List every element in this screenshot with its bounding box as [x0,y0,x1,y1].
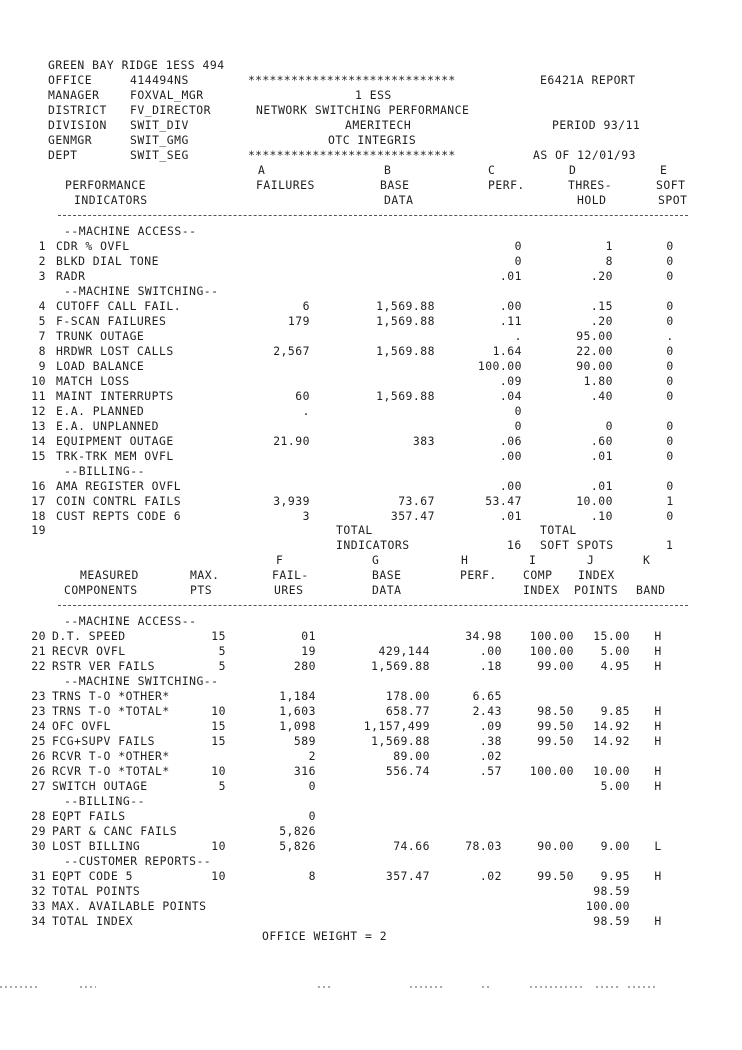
threshold-value: .01 [590,479,613,493]
company-name: AMERITECH [345,118,412,132]
component-label: RCVR T-O *TOTAL* [52,764,170,778]
divider-line [58,215,688,216]
indicator-label: COIN CONTRL FAILS [56,494,182,508]
fail-heading: FAIL- [272,568,309,582]
max-points-value: 10 [211,869,226,883]
section-heading: --CUSTOMER REPORTS-- [64,854,212,868]
data-heading: DATA [372,583,402,597]
as-of-date: AS OF 12/01/93 [533,148,637,162]
row-number: 8 [38,344,46,358]
row-number: 31 [31,869,46,883]
manager-value: FOXVAL_MGR [130,88,204,102]
indicator-label: RADR [56,269,86,283]
scan-noise [0,984,742,990]
index-points-value: 14.92 [593,734,630,748]
section-heading: --BILLING-- [64,794,145,808]
perf-value: .04 [499,389,522,403]
failures-value: 8 [308,869,316,883]
soft-spot-value: 0 [666,434,674,448]
failures-value: 280 [293,659,316,673]
ures-heading: URES [274,583,304,597]
col-g-letter: G [372,553,380,567]
soft-spot-value: 0 [666,449,674,463]
threshold-value: 90.00 [576,359,613,373]
max-points-value: 5 [218,644,226,658]
division-value: SWIT_DIV [130,118,189,132]
perf-value: 2.43 [472,704,502,718]
row-number: 25 [31,734,46,748]
component-label: EQPT FAILS [52,809,126,823]
col-j-letter: J [587,553,595,567]
indicator-label: EQUIPMENT OUTAGE [56,434,174,448]
indicator-label: TRK-TRK MEM OVFL [56,449,174,463]
stars-bottom: ***************************** [248,148,456,162]
perf-value: .00 [499,479,522,493]
failures-value: 01 [301,629,316,643]
base-data-value: 429,144 [378,644,430,658]
base-data-value: 1,569.88 [376,344,435,358]
failures-value: 1,184 [279,689,316,703]
soft-spot-value: 0 [666,389,674,403]
col-f-letter: F [276,553,284,567]
max-points-value: 5 [218,779,226,793]
soft-spot-value: 0 [666,374,674,388]
row-number: 30 [31,839,46,853]
component-label: RCVR T-O *OTHER* [52,749,170,763]
stars-top: ***************************** [248,73,456,87]
total-label: TOTAL [336,523,373,537]
soft-spot-value: 0 [666,479,674,493]
row-number: 2 [38,254,46,268]
threshold-value: .20 [590,269,613,283]
perf-value: 0 [514,254,522,268]
base-data-value: 1,569.88 [376,299,435,313]
summary-value: 100.00 [585,899,630,913]
perf-value: . [514,329,522,343]
threshold-value: 0 [605,419,613,433]
perf-value: .01 [499,509,522,523]
comp-index-value: 99.50 [537,719,574,733]
row-number: 20 [31,629,46,643]
threshold-value: .40 [590,389,613,403]
row-number: 16 [31,479,46,493]
base-data-value: 1,157,499 [363,719,430,733]
index-points-value: 10.00 [593,764,630,778]
col-a-letter: A [258,163,266,177]
index-points-value: 5.00 [600,779,630,793]
indicator-label: E.A. UNPLANNED [56,419,160,433]
base-data-value: 1,569.88 [376,314,435,328]
base-data-value: 1,569.88 [376,389,435,403]
perf-value: 0 [514,404,522,418]
indicator-label: F-SCAN FAILURES [56,314,167,328]
summary-label: TOTAL POINTS [52,884,141,898]
genmgr-label: GENMGR [48,133,93,147]
index-points-value: 9.00 [600,839,630,853]
row-number: 18 [31,509,46,523]
failures-value: 0 [308,779,316,793]
row-number: 24 [31,719,46,733]
component-label: FCG+SUPV FAILS [52,734,156,748]
district-label: DISTRICT [48,103,107,117]
performance-heading: PERFORMANCE [65,178,146,192]
system-name: 1 ESS [355,88,392,102]
section-heading: --MACHINE ACCESS-- [64,224,197,238]
base-data-value: 74.66 [393,839,430,853]
manager-label: MANAGER [48,88,100,102]
component-label: OFC OVFL [52,719,111,733]
total-indicators-count: 16 [507,538,522,552]
perf-value: .02 [479,869,502,883]
row-number: 26 [31,764,46,778]
max-points-value: 15 [211,734,226,748]
component-label: EQPT CODE 5 [52,869,133,883]
perf-value: .09 [499,374,522,388]
row-number: 27 [31,779,46,793]
base-data-value: 178.00 [385,689,430,703]
row-number: 11 [31,389,46,403]
comp-index-value: 90.00 [537,839,574,853]
index-points-value: 14.92 [593,719,630,733]
total-soft-spots-count: 1 [666,538,674,552]
measured-heading: MEASURED [80,568,139,582]
office-value: 414494NS [130,73,189,87]
spot-heading: SPOT [658,193,688,207]
section-heading: --MACHINE SWITCHING-- [64,674,219,688]
failures-value: 19 [301,644,316,658]
threshold-value: .15 [590,299,613,313]
soft-spot-value: . [666,329,674,343]
comp-heading: COMP [523,568,553,582]
threshold-value: 8 [605,254,613,268]
summary-label: MAX. AVAILABLE POINTS [52,899,207,913]
indicator-label: LOAD BALANCE [56,359,145,373]
indicator-label: E.A. PLANNED [56,404,145,418]
index-points-value: 9.85 [600,704,630,718]
report-period: PERIOD 93/11 [552,118,641,132]
failures-value: 3 [302,509,310,523]
comp-index-value: 99.00 [537,659,574,673]
comp-index-heading: INDEX [523,583,560,597]
band-value: H [654,734,662,748]
threshold-value: .10 [590,509,613,523]
base-data-value: 1,569.88 [371,659,430,673]
base-data-value: 556.74 [385,764,430,778]
total-label: TOTAL [540,523,577,537]
comp-index-value: 100.00 [529,629,574,643]
indicator-label: MAINT INTERRUPTS [56,389,174,403]
band-value: L [654,839,662,853]
threshold-value: 22.00 [576,344,613,358]
indicator-label: MATCH LOSS [56,374,130,388]
col-h-letter: H [461,553,469,567]
threshold-heading: THRES- [568,178,613,192]
component-label: RECVR OVFL [52,644,126,658]
row-number: 26 [31,749,46,763]
failures-value: 1,603 [279,704,316,718]
section-heading: --MACHINE SWITCHING-- [64,284,219,298]
comp-index-value: 100.00 [529,764,574,778]
perf-heading: PERF. [460,568,497,582]
failures-value: 316 [293,764,316,778]
index-points-value: 5.00 [600,644,630,658]
soft-spot-value: 0 [666,509,674,523]
row-number: 4 [38,299,46,313]
band-value: H [654,629,662,643]
row-number: 3 [38,269,46,283]
soft-spot-value: 0 [666,299,674,313]
summary-label: TOTAL INDEX [52,914,133,928]
indicator-label: CDR % OVFL [56,239,130,253]
row-number: 23 [31,704,46,718]
band-value: H [654,719,662,733]
soft-heading: SOFT [656,178,686,192]
col-e-letter: E [660,163,668,177]
row-number: 13 [31,419,46,433]
summary-value: 98.59 [593,884,630,898]
failures-value: 0 [308,809,316,823]
components-heading: COMPONENTS [64,583,138,597]
perf-value: .00 [479,644,502,658]
indicator-label: AMA REGISTER OVFL [56,479,182,493]
perf-value: 100.00 [477,359,522,373]
failures-value: 3,939 [273,494,310,508]
max-points-value: 15 [211,719,226,733]
perf-value: 78.03 [465,839,502,853]
max-points-value: 5 [218,659,226,673]
soft-spot-value: 0 [666,419,674,433]
threshold-value: .60 [590,434,613,448]
max-points-value: 10 [211,764,226,778]
perf-value: .38 [479,734,502,748]
index-points-value: 15.00 [593,629,630,643]
comp-index-value: 98.50 [537,704,574,718]
row-number: 17 [31,494,46,508]
points-heading: POINTS [574,583,619,597]
index-points-value: 9.95 [600,869,630,883]
row-number: 22 [31,659,46,673]
failures-value: 2 [308,749,316,763]
band-value: H [654,914,662,928]
soft-spot-value: 1 [666,494,674,508]
perf-value: .09 [479,719,502,733]
base-data-value: 357.47 [385,869,430,883]
failures-value: 6 [302,299,310,313]
failures-value: 589 [293,734,316,748]
indicator-label: BLKD DIAL TONE [56,254,160,268]
failures-value: 5,826 [279,839,316,853]
row-number: 32 [31,884,46,898]
component-label: TRNS T-O *OTHER* [52,689,170,703]
perf-value: 53.47 [485,494,522,508]
row-number: 29 [31,824,46,838]
perf-value: 1.64 [492,344,522,358]
failures-value: 2,567 [273,344,310,358]
perf-value: 0 [514,419,522,433]
threshold-value: .01 [590,449,613,463]
base-data-value: 1,569.88 [371,734,430,748]
soft-spot-value: 0 [666,359,674,373]
failures-value: 5,826 [279,824,316,838]
col-k-letter: K [643,553,651,567]
row-number: 9 [38,359,46,373]
failures-value: 179 [287,314,310,328]
perf-value: 6.65 [472,689,502,703]
dept-label: DEPT [48,148,78,162]
integris-label: OTC INTEGRIS [328,133,417,147]
genmgr-value: SWIT_GMG [130,133,189,147]
indicators-heading: INDICATORS [74,193,148,207]
row-number: 23 [31,689,46,703]
perf-value: 34.98 [465,629,502,643]
indicator-label: TRUNK OUTAGE [56,329,145,343]
dept-value: SWIT_SEG [130,148,189,162]
col-d-letter: D [569,163,577,177]
max-points-value: 10 [211,704,226,718]
threshold-value: 95.00 [576,329,613,343]
threshold-value: 10.00 [576,494,613,508]
component-label: TRNS T-O *TOTAL* [52,704,170,718]
band-value: H [654,644,662,658]
col-c-letter: C [488,163,496,177]
row-number: 10 [31,374,46,388]
component-label: D.T. SPEED [52,629,126,643]
soft-spot-value: 0 [666,239,674,253]
row-number: 12 [31,404,46,418]
component-label: SWITCH OUTAGE [52,779,148,793]
perf-value: 0 [514,239,522,253]
indicator-label: HRDWR LOST CALLS [56,344,174,358]
soft-spots-label: SOFT SPOTS [540,538,614,552]
base-data-value: 658.77 [385,704,430,718]
hold-heading: HOLD [577,193,607,207]
row-number: 14 [31,434,46,448]
office-label: OFFICE [48,73,93,87]
row-number: 5 [38,314,46,328]
row-number: 28 [31,809,46,823]
row-number: 21 [31,644,46,658]
component-label: RSTR VER FAILS [52,659,156,673]
perf-value: .00 [499,299,522,313]
perf-value: .02 [479,749,502,763]
max-points-value: 15 [211,629,226,643]
report-id: E6421A REPORT [540,73,636,87]
indicators-label: INDICATORS [336,538,410,552]
row-number: 1 [38,239,46,253]
district-value: FV_DIRECTOR [130,103,211,117]
perf-value: .11 [499,314,522,328]
failures-value: 1,098 [279,719,316,733]
base-data-value: 383 [412,434,435,448]
section-heading: --MACHINE ACCESS-- [64,614,197,628]
report-name: NETWORK SWITCHING PERFORMANCE [256,103,470,117]
soft-spot-value: 0 [666,254,674,268]
component-label: PART & CANC FAILS [52,824,178,838]
comp-index-value: 99.50 [537,869,574,883]
comp-index-value: 100.00 [529,644,574,658]
indicator-label: CUTOFF CALL FAIL. [56,299,182,313]
col-i-letter: I [529,553,537,567]
failures-heading: FAILURES [256,178,315,192]
row-number: 33 [31,899,46,913]
row-number: 34 [31,914,46,928]
perf-value: .01 [499,269,522,283]
perf-value: .00 [499,449,522,463]
base-data-value: 357.47 [390,509,435,523]
band-value: H [654,869,662,883]
max-heading: MAX. [190,568,220,582]
summary-value: 98.59 [593,914,630,928]
index-heading: INDEX [578,568,615,582]
division-label: DIVISION [48,118,107,132]
failures-value: . [302,404,310,418]
base-data-value: 73.67 [398,494,435,508]
comp-index-value: 99.50 [537,734,574,748]
row-number: 19 [31,523,46,537]
row-number: 7 [38,329,46,343]
failures-value: 60 [295,389,310,403]
soft-spot-value: 0 [666,269,674,283]
perf-value: .57 [479,764,502,778]
soft-spot-value: 0 [666,314,674,328]
band-heading: BAND [636,583,666,597]
threshold-value: 1.80 [583,374,613,388]
pts-heading: PTS [190,583,213,597]
band-value: H [654,779,662,793]
perf-value: .18 [479,659,502,673]
component-label: LOST BILLING [52,839,141,853]
section-heading: --BILLING-- [64,464,145,478]
soft-spot-value: 0 [666,344,674,358]
divider-line [58,605,688,606]
perf-heading: PERF. [488,178,525,192]
office-weight: OFFICE WEIGHT = 2 [262,929,388,943]
base-data-value: 89.00 [393,749,430,763]
threshold-value: 1 [605,239,613,253]
row-number: 15 [31,449,46,463]
base-heading: BASE [380,178,410,192]
max-points-value: 10 [211,839,226,853]
band-value: H [654,659,662,673]
band-value: H [654,764,662,778]
col-b-letter: B [384,163,392,177]
index-points-value: 4.95 [600,659,630,673]
perf-value: .06 [499,434,522,448]
base-heading: BASE [372,568,402,582]
band-value: H [654,704,662,718]
indicator-label: CUST REPTS CODE 6 [56,509,182,523]
data-heading: DATA [384,193,414,207]
threshold-value: .20 [590,314,613,328]
failures-value: 21.90 [273,434,310,448]
report-title: GREEN BAY RIDGE 1ESS 494 [48,58,225,72]
